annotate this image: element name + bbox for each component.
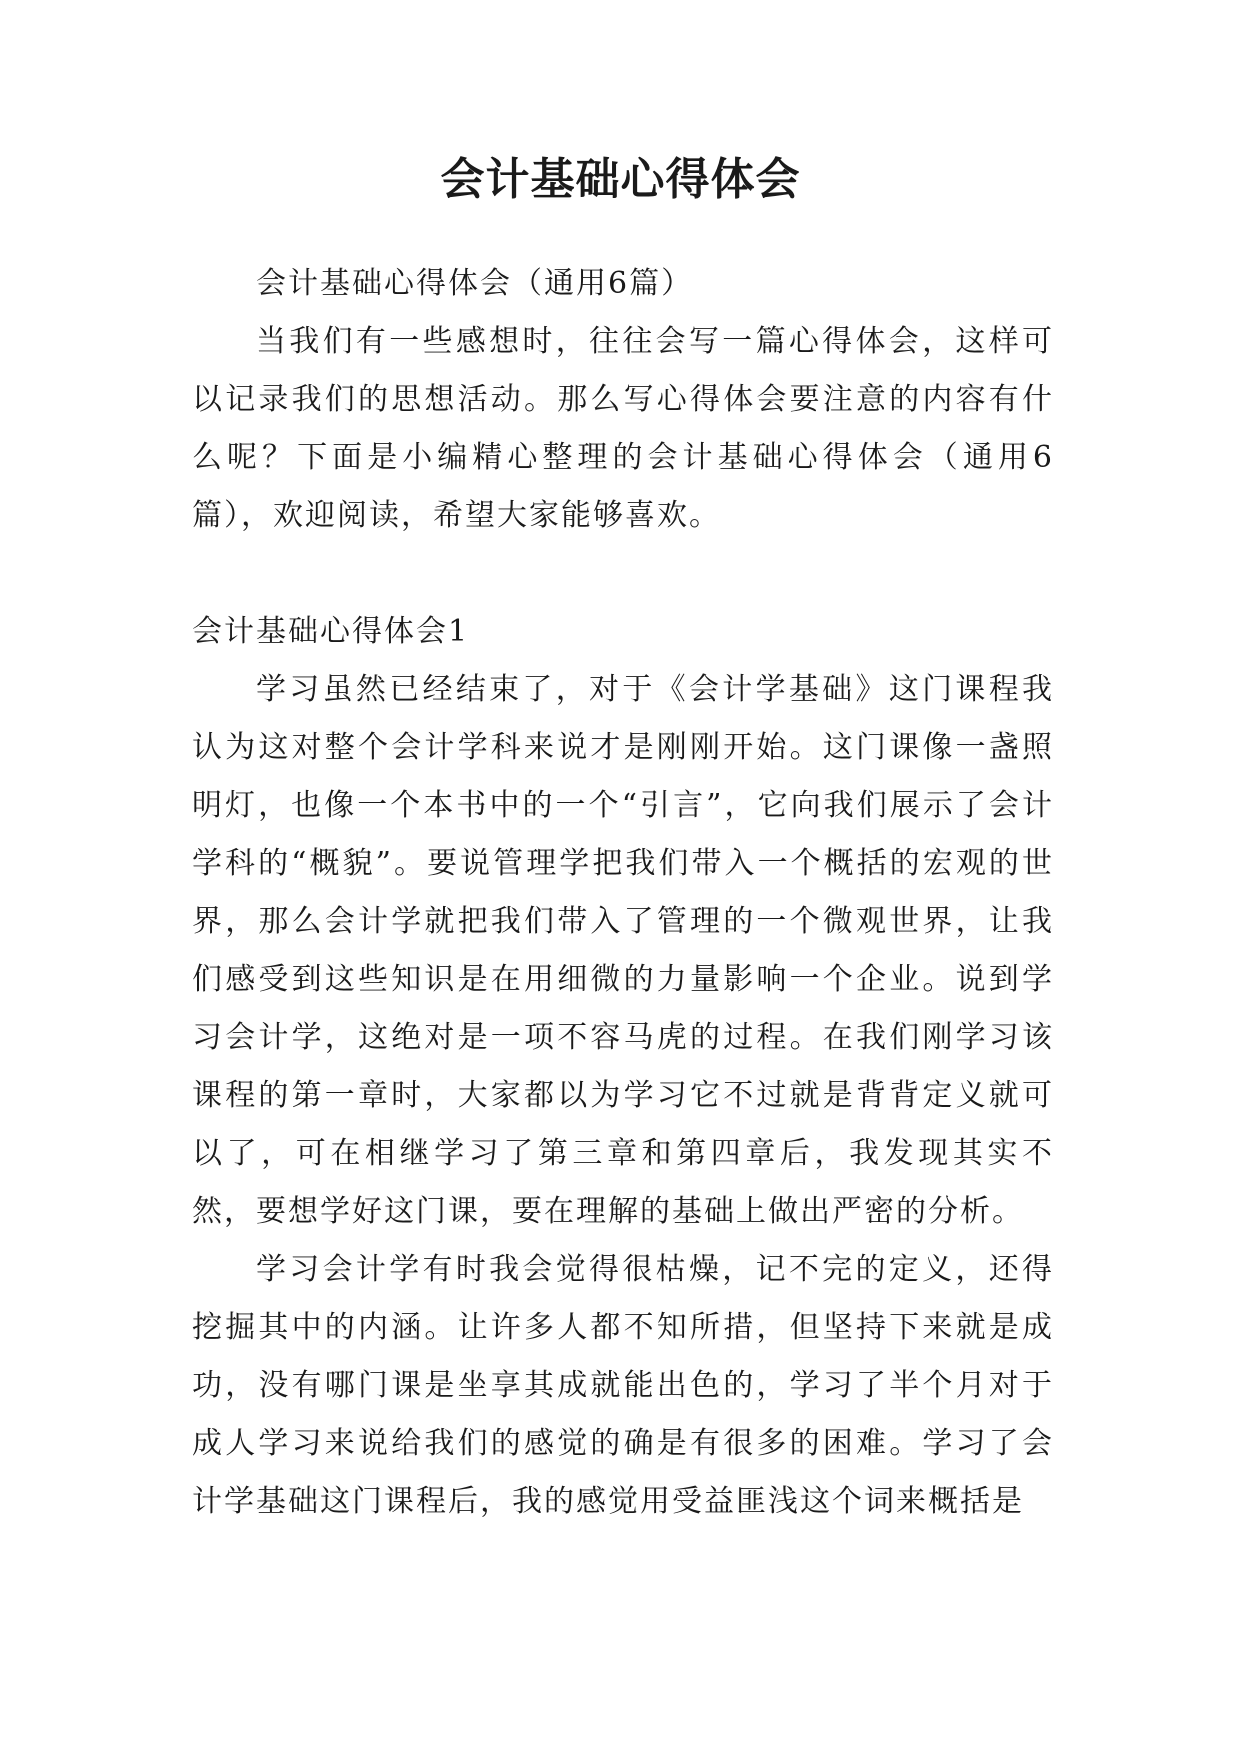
document-body <box>192 255 1054 1531</box>
body-paragraph: 学习会计学有时我会觉得很枯燥，记不完的定义，还得挖掘其中的内涵。让许多人都不知所措，但坚持下来就是成功，没有哪门课是坐享其成就能出色的，学习了半个月对于成人学习来说给我们的感觉的确是有很多的困难。学习了会计学基础这门课程后，我的感觉用受益匪浅这个词来概括是 <box>192 1252 1054 1519</box>
section-spacer <box>192 545 1054 603</box>
body-paragraph: 学习虽然已经结束了，对于《会计学基础》这门课程我认为这对整个会计学科来说才是刚刚开始。这门课像一盏照明灯，也像一个本书中的一个“引言”，它向我们展示了会计学科的“概貌”。要说管理学把我们带入一个概括的宏观的世界，那么会计学就把我们带入了管理的一个微观世界，让我们感受到这些知识是在用细微的力量影响一个企业。说到学习会计学，这绝对是一项不容马虎的过程。在我们刚学习该课程的第一章时，大家都以为学习它不过就是背背定义就可以了，可在相继学习了第三章和第四章后，我发现其实不然，要想学好这门课，要在理解的基础上做出严密的分析。 <box>192 672 1054 1229</box>
document-subtitle: 会计基础心得体会（通用6篇） <box>256 266 694 301</box>
section-heading: 会计基础心得体会1 <box>192 614 470 649</box>
intro-paragraph: 当我们有一些感想时，往往会写一篇心得体会，这样可以记录我们的思想活动。那么写心得体会要注意的内容有什么呢？下面是小编精心整理的会计基础心得体会（通用6篇），欢迎阅读，希望大家能够喜欢。 <box>192 324 1054 533</box>
document-title: 会计基础心得体会 <box>440 154 801 205</box>
